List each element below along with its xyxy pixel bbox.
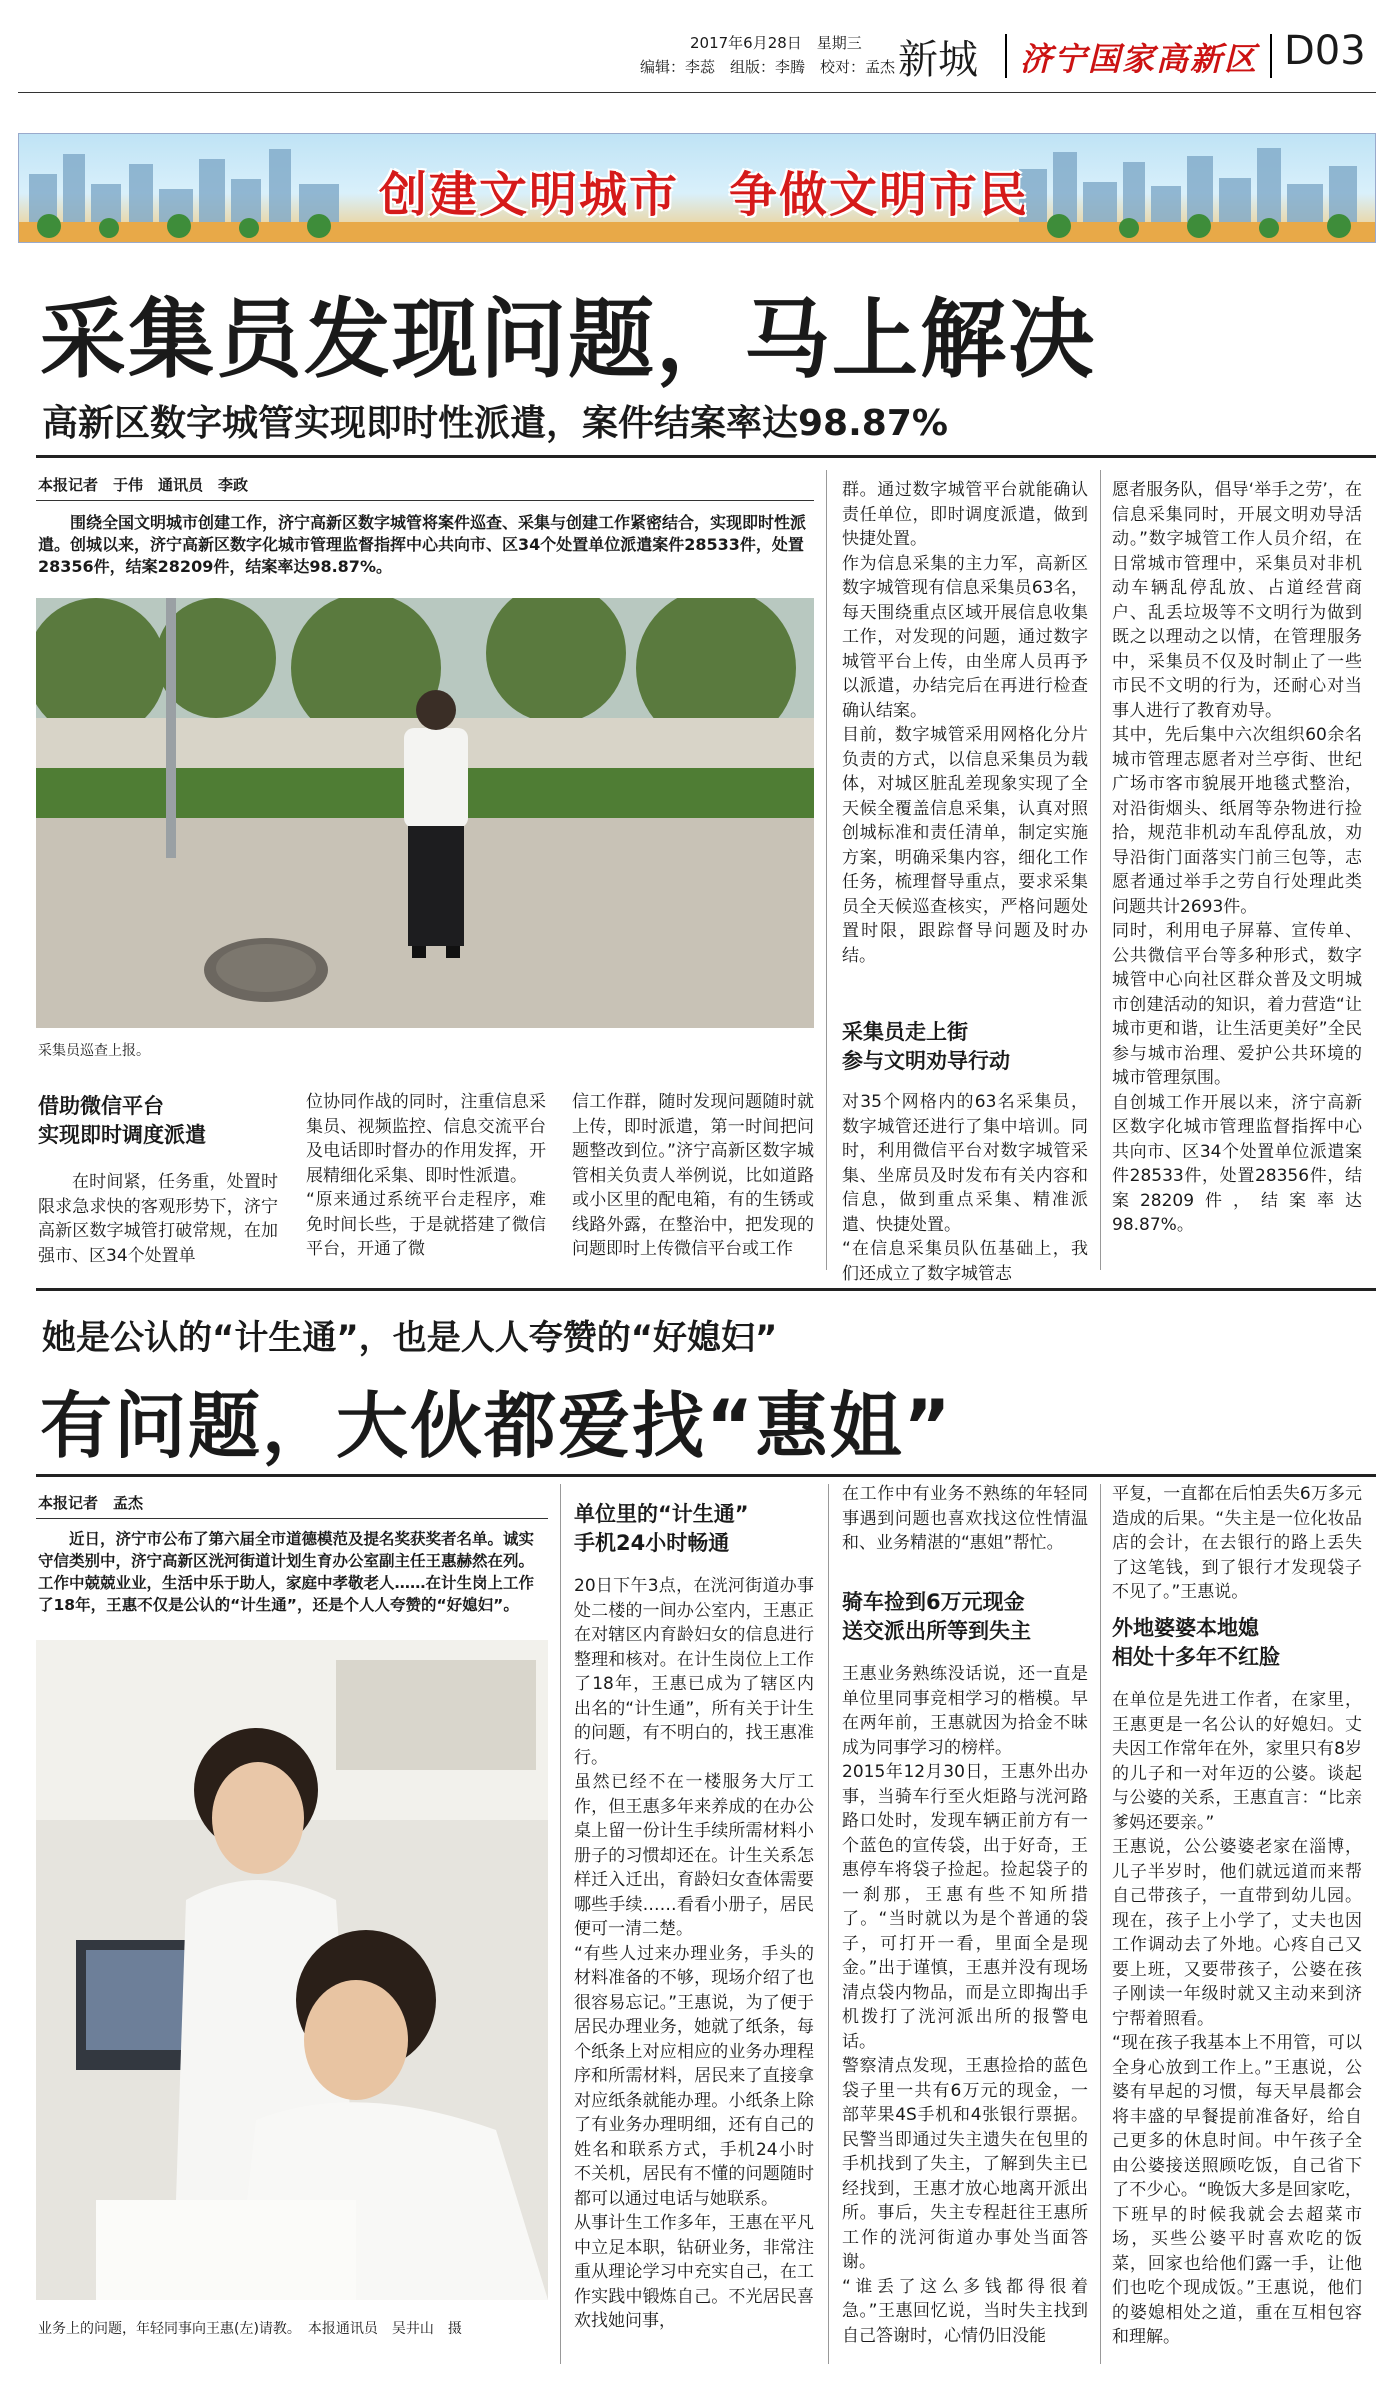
paragraph: 在时间紧，任务重，处置时限求急求快的客观形势下，济宁高新区数字城管打破常规，在加强市、区34个处置单 [38, 1172, 278, 1266]
page-number: D03 [1284, 28, 1366, 74]
article2-col-h1: 平复，一直都在后怕丢失6万多元造成的后果。“失主是一位化妆品店的会计，在去银行的路上丢失了这笔钱，到了银行才发现袋子不见了。”王惠说。 [1112, 1484, 1362, 1602]
column-divider [826, 470, 827, 1270]
article2-col-g2: 王惠业务熟练没话说，还一直是单位里同事竞相学习的楷模。早在两年前，王惠就因为拾金不昧成为同事学习的榜样。 2015年12月30日，王惠外出办事，当骑车行至火炬路与洸河路路口处时，发现车辆正前方有一个蓝色的宣传袋，出于好奇，王惠停车将袋子捡起。捡起袋子的一刹那，王惠有些不知所措了。“当时就以为是个普通的袋子，可打开一看，里面全是现金。”出于谨慎，王惠并没有现场清点袋内物品，而是立即掏出手机拨打了洸河派出所的报警电话。 警察清点发现，王惠捡拾的蓝色袋子里一共有6万元的现金，一部苹果4S手机和4张银行票据。民警当即通过失主遗失在包里的手机找到了失主，了解到失主已经找到，王惠才放心地离开派出所。事后，失主专程赶往王惠所工作的洸河街道办事处当面答谢。 “谁丢了这么多钱都得很着急。”王惠回忆说，当时失主找到自己答谢时，心情仍旧没能 [842, 1664, 1088, 2346]
article1-subhead: 高新区数字城管实现即时性派遣，案件结案率达98.87% [42, 403, 948, 444]
column-divider [560, 1484, 561, 2364]
article2-headline: 有问题，大伙都爱找“惠姐” [40, 1384, 953, 1468]
photo-collector-inspection [36, 598, 814, 1028]
article2-col-h2: 在单位是先进工作者，在家里，王惠更是一名公认的好媳妇。丈夫因工作常年在外，家里只有8岁的儿子和一对年迈的公婆。谈起与公婆的关系，王惠直言：“比亲爹妈还要亲。” 王惠说，公公婆婆老家在淄博，儿子半岁时，他们就远道而来帮自己带孩子，一直带到幼儿园。现在，孩子上小学了，丈夫也因工作调动去了外地。心疼自己又要上班，又要带孩子，公婆在孩子刚读一年级时就又主动来到济宁帮着照看。 “现在孩子我基本上不用管，可以全身心放到工作上。”王惠说，公婆有早起的习惯，每天早晨都会将丰盛的早餐提前准备好，给自己更多的休息时间。中午孩子全由公婆接送照顾吃饭，自己省下了不少心。“晚饭大多是回家吃，下班早的时候我就会去超菜市场，买些公婆平时喜欢吃的饭菜，回家也给他们露一手，让他们也吃个现成饭。”王惠说，他们的婆媳相处之道，重在互相包容和理解。 [1112, 1690, 1362, 2347]
article2-col-f: 20日下午3点，在洸河街道办事处二楼的一间办公室内，王惠正在对辖区内育龄妇女的信息进行整理和核对。在计生岗位上工作了18年，王惠已成为了辖区内出名的“计生通”，所有关于计生的问题，有不明白的，找王惠准行。 虽然已经不在一楼服务大厅工作，但王惠多年来养成的在办公桌上留一份计生手续所需材料小册子的习惯却还在。计生关系怎样迁入迁出，育龄妇女查体需要哪些手续……看看小册子，居民便可一清二楚。 “有些人过来办理业务，手头的材料准备的不够，现场介绍了也很容易忘记。”王惠说，为了便于居民办理业务，她就了纸条，每个纸条上对应相应的业务办理程序和所需材料，居民来了直接拿对应纸条就能办理。小纸条上除了有业务办理明细，还有自己的姓名和联系方式，手机24小时不关机，居民有不懂的问题随时都可以通过电话与她联系。 从事计生工作多年，王惠在平凡中立足本职，钻研业务，非常注重从理论学习中充实自己，在工作实践中锻炼自己。不光居民喜欢找她问事， [574, 1576, 814, 2331]
article2-byline: 本报记者 孟杰 [38, 1494, 144, 1512]
article1-headline: 采集员发现问题，马上解决 [40, 290, 1096, 390]
article1-lede: 围绕全国文明城市创建工作，济宁高新区数字城管将案件巡查、采集与创建工作紧密结合，实现即时性派遣。创城以来，济宁高新区数字化城市管理监督指挥中心共向市、区34个处置单位派遣案件28533件，处置28356件，结案28209件，结案率达98.87%。 [38, 513, 807, 576]
article1-section1-title: 借助微信平台 实现即时调度派遣 [38, 1094, 206, 1147]
masthead-divider [1270, 34, 1272, 78]
article1-col-d1: 群。通过数字城管平台就能确认责任单位，即时调度派遣，做到快捷处置。 作为信息采集的主力军，高新区数字城管现有信息采集员63名，每天围绕重点区域开展信息收集工作，对发现的问题，通过数字城管平台上传，由坐席人员再予以派遣，办结完后在再进行检查确认结案。 目前，数字城管采用网格化分片负责的方式，以信息采集员为载体，对城区脏乱差现象实现了全天候全覆盖信息采集，认真对照创城标准和责任清单，制定实施方案，明确采集内容，细化工作任务，梳理督导重点，要求采集员全天候巡查核实，严格问题处置时限，跟踪督导问题及时办结。 [842, 480, 1088, 966]
article2-section1-title: 单位里的“计生通” 手机24小时畅通 [574, 1502, 749, 1555]
article2-lede: 近日，济宁市公布了第六届全市道德模范及提名奖获奖者名单。诚实守信类别中，济宁高新区洸河街道计划生育办公室副主任王惠赫然在列。工作中兢兢业业，生活中乐于助人，家庭中孝敬老人……在计生岗上工作了18年，王惠不仅是公认的“计生通”，还是个人人夸赞的“好媳妇”。 [38, 1530, 535, 1614]
article1-col-a [38, 1170, 278, 1268]
article1-col-e: 愿者服务队，倡导‘举手之劳’，在信息采集同时，开展文明劝导活动。”数字城管工作人员介绍，在日常城市管理中，采集员对非机动车辆乱停乱放、占道经营商户、乱丢垃圾等不文明行为做到既之以理动之以情，在管理服务中，采集员不仅及时制止了一些市民不文明的行为，还耐心对当事人进行了教育劝导。 其中，先后集中六次组织60余名城市管理志愿者对兰亭街、世纪广场市客市貌展开地毯式整治，对沿街烟头、纸屑等杂物进行捡拾，规范非机动车乱停乱放，劝导沿街门面落实门前三包等，志愿者通过举手之劳自行处理此类问题共计2693件。 同时，利用电子屏幕、宣传单、公共微信平台等多种形式，数字城管中心向社区群众普及文明城市创建活动的知识，着力营造“让城市更和谐，让生活更美好”全民参与城市治理、爱护公共环境的城市管理氛围。 自创城工作开展以来，济宁高新区数字化城市管理监督指挥中心共向市、区34个处置单位派遣案件28533件，处置28356件，结案28209件，结案率达98.87%。 [1112, 480, 1362, 1235]
article2-col-g1: 在工作中有业务不熟练的年轻同事遇到问题也喜欢找这位性情温和、业务精湛的“惠姐”帮忙。 [842, 1484, 1088, 1553]
masthead-divider [1005, 34, 1007, 78]
headline-rule [36, 455, 1376, 458]
photo-wanghui-helping-colleague [36, 1640, 548, 2300]
article2-kicker: 她是公认的“计生通”，也是人人夸赞的“好媳妇” [42, 1318, 778, 1358]
article1-col-b: 位协同作战的同时，注重信息采集员、视频监控、信息交流平台及电话即时督办的作用发挥，开展精细化采集、即时性派遣。 “原来通过系统平台走程序，难免时间长些，于是就搭建了微信平台，开通了微 [306, 1092, 546, 1259]
photo1-caption: 采集员巡查上报。 [38, 1043, 150, 1059]
article2-section2-title: 骑车捡到6万元现金 送交派出所等到失主 [842, 1590, 1031, 1643]
article1-col-c: 信工作群，随时发现问题随时就上传，即时派遣，第一时间把问题整改到位。”济宁高新区数字城管相关负责人举例说，比如道路或小区里的配电箱，有的生锈或线路外露，在整治中，把发现的问题即时上传微信平台或工作 [572, 1092, 814, 1259]
article1-col-d2: 对35个网格内的63名采集员，数字城管还进行了集中培训。同时，利用微信平台对数字城管采集、坐席员及时发布有关内容和信息，做到重点采集、精准派遣、快捷处置。 “在信息采集员队伍基础上，我们还成立了数字城管志 [842, 1092, 1088, 1284]
article-divider [36, 1288, 1376, 1291]
byline-rule [36, 500, 814, 501]
article1-byline: 本报记者 于伟 通讯员 李政 [38, 476, 249, 494]
article1-section2-title: 采集员走上街 参与文明劝导行动 [842, 1020, 1010, 1073]
column-divider [1100, 1484, 1101, 2364]
section-name: 新城 [898, 37, 978, 83]
photo2-caption: 业务上的问题，年轻同事向王惠(左)请教。 本报通讯员 吴井山 摄 [38, 2321, 462, 2337]
header-rule [18, 92, 1376, 93]
issue-date: 2017年6月28日 星期三 [690, 34, 862, 52]
editor-credits: 编辑：李蕊 组版：李腾 校对：孟杰 [640, 58, 896, 76]
photo-street-scene [36, 598, 814, 1028]
article2-section3-title: 外地婆婆本地媳 相处十多年不红脸 [1112, 1616, 1280, 1669]
headline-rule [36, 1474, 1376, 1477]
region-logo: 济宁国家高新区 [1020, 40, 1259, 78]
banner-slogan: 创建文明城市 争做文明市民 [379, 167, 1030, 223]
column-divider [1100, 470, 1101, 1270]
byline-rule [36, 1518, 548, 1519]
photo-office-scene [36, 1640, 548, 2300]
column-divider [828, 1484, 829, 2364]
slogan-banner [18, 133, 1376, 243]
